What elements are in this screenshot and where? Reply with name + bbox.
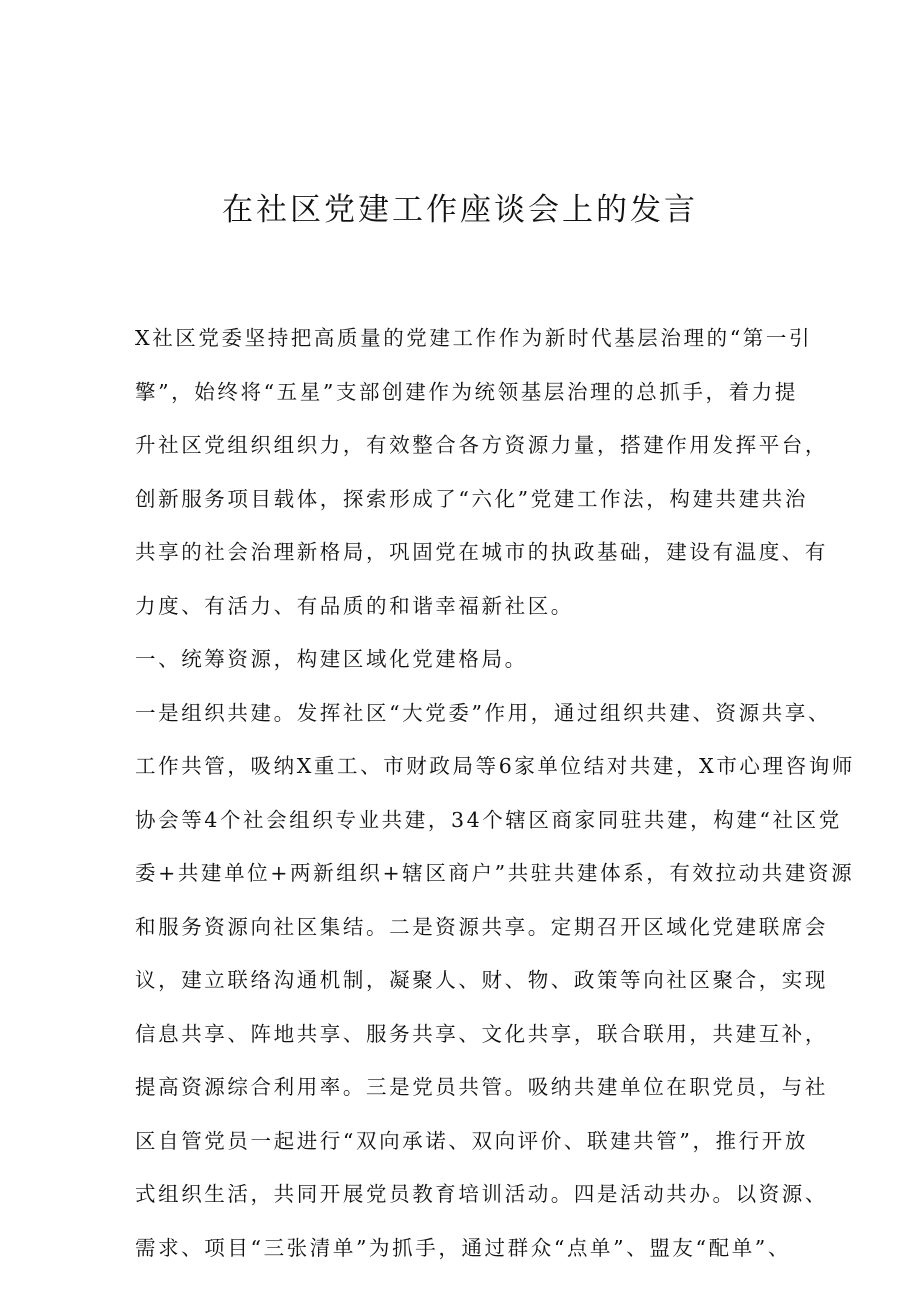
text-line: 和服务资源向社区集结。二是资源共享。定期召开区域化党建联席会 <box>135 914 828 939</box>
text-line: 委+共建单位+两新组织+辖区商户”共驻共建体系，有效拉动共建资源 <box>135 861 855 885</box>
text-line: 工作共管，吸纳X重工、市财政局等6家单位结对共建，X市心理咨询师 <box>135 754 855 778</box>
text-line: 创新服务项目载体，探索形成了“六化”党建工作法，构建共建共治 <box>135 486 808 511</box>
text-line: X社区党委坚持把高质量的党建工作作为新时代基层治理的“第一引 <box>135 326 813 350</box>
document-title: 在社区党建工作座谈会上的发言 <box>222 192 698 228</box>
text-line: 擎”，始终将“五星”支部创建作为统领基层治理的总抓手，着力提 <box>135 379 798 404</box>
text-line: 升社区党组织组织力，有效整合各方资源力量，搭建作用发挥平台， <box>135 433 828 457</box>
section-heading: 一、统筹资源，构建区域化党建格局。 <box>135 647 528 671</box>
text-line: 区自管党员一起进行“双向承诺、双向评价、联建共管”，推行开放 <box>135 1128 808 1153</box>
text-line: 共享的社会治理新格局，巩固党在城市的执政基础，建设有温度、有 <box>135 540 828 564</box>
text-line: 协会等4个社会组织专业共建，34个辖区商家同驻共建，构建“社区党 <box>135 807 842 832</box>
text-line: 一是组织共建。发挥社区“大党委”作用，通过组织共建、资源共享、 <box>135 700 832 725</box>
document-body <box>135 323 855 1286</box>
text-line: 议，建立联络沟通机制，凝聚人、财、物、政策等向社区聚合，实现 <box>135 968 828 992</box>
text-line: 需求、项目“三张清单”为抓手，通过群众“点单”、盟友“配单”、 <box>135 1235 791 1260</box>
text-line: 式组织生活，共同开展党员教育培训活动。四是活动共办。以资源、 <box>135 1182 828 1206</box>
text-line: 力度、有活力、有品质的和谐幸福新社区。 <box>135 593 574 618</box>
text-line: 信息共享、阵地共享、服务共享、文化共享，联合联用，共建互补， <box>135 1021 828 1046</box>
text-line: 提高资源综合利用率。三是党员共管。吸纳共建单位在职党员，与社 <box>135 1075 828 1099</box>
